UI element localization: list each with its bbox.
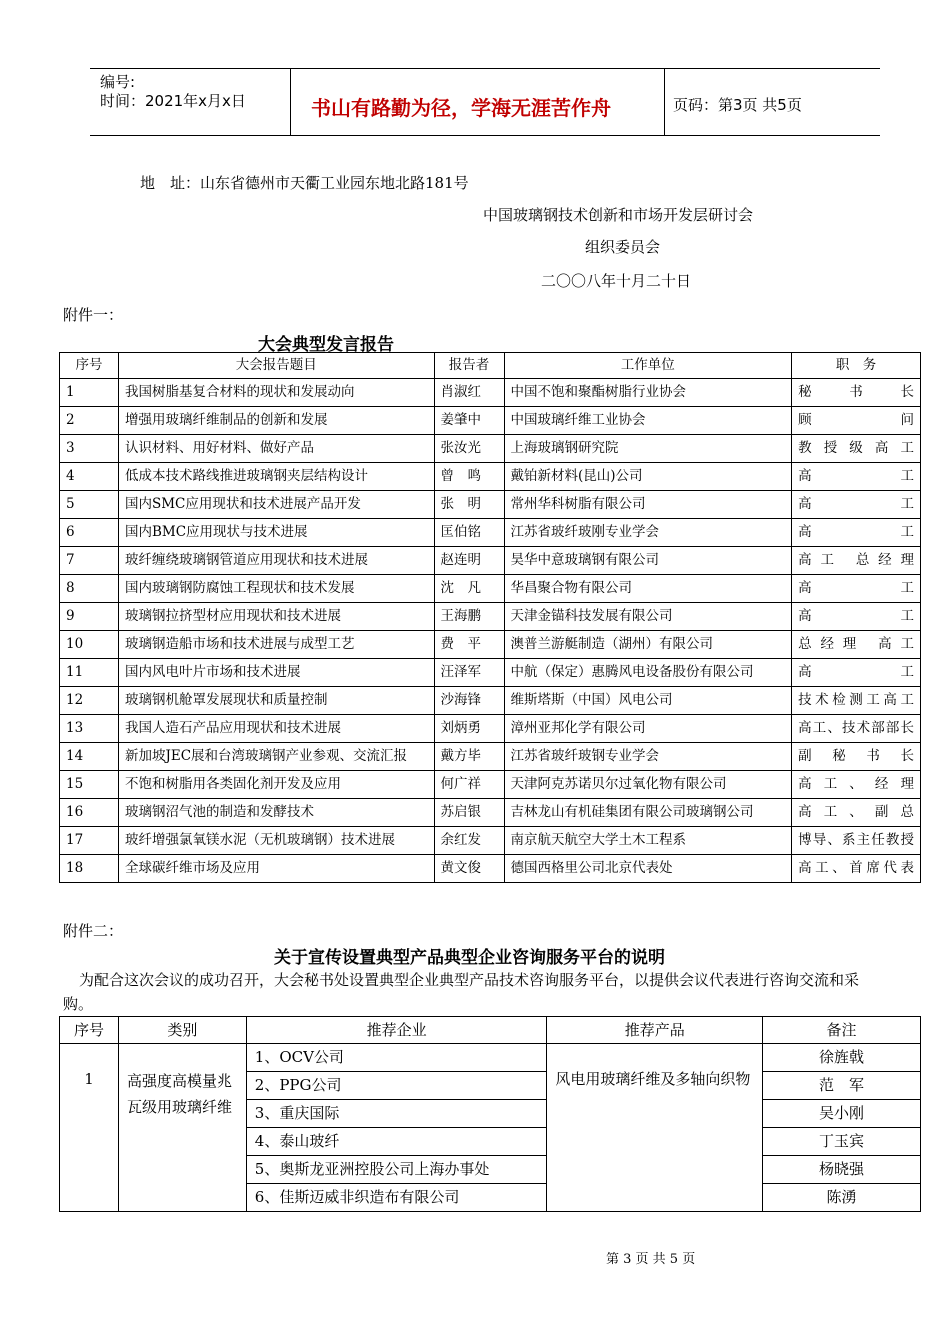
report-title: 玻璃钢拉挤型材应用现状和技术进展 (118, 603, 434, 631)
table-row (60, 575, 921, 603)
row-index: 3 (60, 435, 119, 463)
reporter: 何广祥 (434, 771, 504, 799)
work-unit: 上海玻璃钢研究院 (504, 435, 792, 463)
row-index: 7 (60, 547, 119, 575)
report-title: 玻纤增强氯氧镁水泥（无机玻璃钢）技术进展 (118, 827, 434, 855)
letter-date: 二〇〇八年十月二十日 (541, 272, 692, 290)
report-title: 我国人造石产品应用现状和技术进展 (118, 715, 434, 743)
enterprise-cell: 1、OCV公司 (246, 1044, 547, 1072)
enterprise-cell: 6、佳斯迈威非织造布有限公司 (246, 1184, 547, 1212)
job-title: 高工 总经理 (792, 547, 921, 575)
row-index: 12 (60, 687, 119, 715)
work-unit: 天津金锚科技发展有限公司 (504, 603, 792, 631)
header-divider-right (664, 68, 665, 136)
table-row (60, 603, 921, 631)
table-row (60, 547, 921, 575)
report-title: 不饱和树脂用各类固化剂开发及应用 (118, 771, 434, 799)
reporter: 张汝光 (434, 435, 504, 463)
work-unit: 常州华科树脂有限公司 (504, 491, 792, 519)
row-index: 17 (60, 827, 119, 855)
col-header: 职 务 (792, 353, 921, 379)
row-index: 1 (60, 1044, 119, 1212)
row-index: 11 (60, 659, 119, 687)
table-row (60, 407, 921, 435)
speech-report-table (59, 352, 921, 883)
header-slogan: 书山有路勤为径，学海无涯苦作舟 (311, 96, 611, 120)
work-unit: 中航（保定）惠腾风电设备股份有限公司 (504, 659, 792, 687)
table-row (60, 771, 921, 799)
enterprise-cell: 2、PPG公司 (246, 1072, 547, 1100)
col-header: 工作单位 (504, 353, 792, 379)
work-unit: 中国玻璃纤维工业协会 (504, 407, 792, 435)
table-header-row (60, 1017, 921, 1044)
row-index: 4 (60, 463, 119, 491)
reporter: 王海鹏 (434, 603, 504, 631)
header-divider-left (290, 68, 291, 136)
table-row (60, 715, 921, 743)
row-index: 9 (60, 603, 119, 631)
reporter: 戴方毕 (434, 743, 504, 771)
reporter: 张 明 (434, 491, 504, 519)
attachment2-label: 附件二： (63, 922, 124, 940)
col-header: 大会报告题目 (118, 353, 434, 379)
attachment2-intro: 为配合这次会议的成功召开，大会秘书处设置典型企业典型产品技术咨询服务平台，以提供会议代表进行咨询交流和采购。 (63, 971, 860, 1013)
job-title: 教授级高工 (792, 435, 921, 463)
col-header: 序号 (60, 1017, 119, 1044)
table-row (60, 799, 921, 827)
report-title: 玻纤缠绕玻璃钢管道应用现状和技术进展 (118, 547, 434, 575)
work-unit: 江苏省玻纤玻刚专业学会 (504, 519, 792, 547)
reporter: 沙海锋 (434, 687, 504, 715)
report-title: 增强用玻璃纤维制品的创新和发展 (118, 407, 434, 435)
row-category: 高强度高模量兆瓦级用玻璃纤维 (118, 1044, 246, 1212)
table-row (60, 1044, 921, 1072)
table-row (60, 855, 921, 883)
report-title: 国内BMC应用现状与技术进展 (118, 519, 434, 547)
letter-address: 地 址：山东省德州市天衢工业园东地北路181号 (140, 174, 469, 192)
col-header: 报告者 (434, 353, 504, 379)
row-index: 18 (60, 855, 119, 883)
work-unit: 天津阿克苏诺贝尔过氧化物有限公司 (504, 771, 792, 799)
row-index: 15 (60, 771, 119, 799)
row-index: 6 (60, 519, 119, 547)
report-title: 国内风电叶片市场和技术进展 (118, 659, 434, 687)
job-title: 高工、技术部部长 (792, 715, 921, 743)
note-cell: 范 军 (763, 1072, 921, 1100)
row-index: 14 (60, 743, 119, 771)
header-bottom-rule (90, 135, 880, 136)
enterprise-cell: 3、重庆国际 (246, 1100, 547, 1128)
job-title: 博导、系主任教授 (792, 827, 921, 855)
report-title: 玻璃钢机舱罩发展现状和质量控制 (118, 687, 434, 715)
reporter: 匡伯铭 (434, 519, 504, 547)
job-title: 高 工 (792, 659, 921, 687)
recommendation-table (59, 1016, 921, 1212)
row-index: 10 (60, 631, 119, 659)
work-unit: 江苏省玻纤玻钢专业学会 (504, 743, 792, 771)
table-row (60, 379, 921, 407)
work-unit: 戴铂新材料(昆山)公司 (504, 463, 792, 491)
row-index: 13 (60, 715, 119, 743)
work-unit: 吉林龙山有机硅集团有限公司玻璃钢公司 (504, 799, 792, 827)
header-top-rule (90, 68, 880, 69)
job-title: 高工 (792, 603, 921, 631)
report-title: 玻璃钢造船市场和技术进展与成型工艺 (118, 631, 434, 659)
col-header: 推荐产品 (547, 1017, 763, 1044)
reporter: 苏启银 (434, 799, 504, 827)
work-unit: 德国西格里公司北京代表处 (504, 855, 792, 883)
enterprise-cell: 4、泰山玻纤 (246, 1128, 547, 1156)
job-title: 高工 (792, 491, 921, 519)
report-title: 新加坡JEC展和台湾玻璃钢产业参观、交流汇报 (118, 743, 434, 771)
reporter: 姜肇中 (434, 407, 504, 435)
report-title: 认识材料、用好材料、做好产品 (118, 435, 434, 463)
job-title: 高工、经理 (792, 771, 921, 799)
report-title: 我国树脂基复合材料的现状和发展动向 (118, 379, 434, 407)
table-row (60, 463, 921, 491)
work-unit: 维斯塔斯（中国）风电公司 (504, 687, 792, 715)
col-header: 序号 (60, 353, 119, 379)
report-title: 国内玻璃钢防腐蚀工程现状和技术发展 (118, 575, 434, 603)
note-cell: 陈湧 (763, 1184, 921, 1212)
job-title: 高工、副总 (792, 799, 921, 827)
table-row (60, 519, 921, 547)
header-page-info: 页码：第3页 共5页 (673, 96, 802, 114)
work-unit: 漳州亚邦化学有限公司 (504, 715, 792, 743)
work-unit: 昊华中意玻璃钢有限公司 (504, 547, 792, 575)
header-time: 时间：2021年x月x日 (100, 92, 246, 110)
col-header: 推荐企业 (246, 1017, 547, 1044)
job-title: 总经理 高工 (792, 631, 921, 659)
row-index: 16 (60, 799, 119, 827)
row-product: 风电用玻璃纤维及多轴向织物 (547, 1044, 763, 1212)
reporter: 费 平 (434, 631, 504, 659)
table-row (60, 687, 921, 715)
job-title: 高工 (792, 463, 921, 491)
row-index: 1 (60, 379, 119, 407)
work-unit: 华昌聚合物有限公司 (504, 575, 792, 603)
table-row (60, 631, 921, 659)
attachment2-title: 关于宣传设置典型产品典型企业咨询服务平台的说明 (274, 948, 665, 968)
row-index: 2 (60, 407, 119, 435)
job-title: 秘书长 (792, 379, 921, 407)
attachment1-label: 附件一： (63, 306, 124, 324)
report-title: 低成本技术路线推进玻璃钢夹层结构设计 (118, 463, 434, 491)
note-cell: 丁玉宾 (763, 1128, 921, 1156)
note-cell: 吴小刚 (763, 1100, 921, 1128)
reporter: 赵连明 (434, 547, 504, 575)
work-unit: 中国不饱和聚酯树脂行业协会 (504, 379, 792, 407)
enterprise-cell: 5、奥斯龙亚洲控股公司上海办事处 (246, 1156, 547, 1184)
note-cell: 徐旌戟 (763, 1044, 921, 1072)
reporter: 曾 鸣 (434, 463, 504, 491)
report-title: 全球碳纤维市场及应用 (118, 855, 434, 883)
note-cell: 杨晓强 (763, 1156, 921, 1184)
job-title: 顾问 (792, 407, 921, 435)
reporter: 肖淑红 (434, 379, 504, 407)
table-row (60, 659, 921, 687)
job-title: 高工 (792, 519, 921, 547)
reporter: 沈 凡 (434, 575, 504, 603)
work-unit: 澳普兰游艇制造（湖州）有限公司 (504, 631, 792, 659)
report-title: 玻璃钢沼气池的制造和发酵技术 (118, 799, 434, 827)
reporter: 余红发 (434, 827, 504, 855)
job-title: 副秘书长 (792, 743, 921, 771)
header-number: 编号: (100, 73, 136, 91)
row-index: 5 (60, 491, 119, 519)
table-header-row (60, 353, 921, 379)
col-header: 类别 (118, 1017, 246, 1044)
table-row (60, 743, 921, 771)
work-unit: 南京航天航空大学土木工程系 (504, 827, 792, 855)
job-title: 高工、首席代表 (792, 855, 921, 883)
job-title: 技术检测工高工 (792, 687, 921, 715)
table-row (60, 827, 921, 855)
letter-committee: 组织委员会 (585, 238, 661, 256)
row-index: 8 (60, 575, 119, 603)
reporter: 刘炳勇 (434, 715, 504, 743)
reporter: 黄文俊 (434, 855, 504, 883)
table-row (60, 491, 921, 519)
footer-page-number: 第 3 页 共 5 页 (606, 1252, 696, 1267)
col-header: 备注 (763, 1017, 921, 1044)
report-title: 国内SMC应用现状和技术进展产品开发 (118, 491, 434, 519)
table-row (60, 435, 921, 463)
letter-organizer: 中国玻璃钢技术创新和市场开发层研讨会 (483, 206, 754, 224)
attachment1-title: 大会典型发言报告 (258, 335, 394, 355)
reporter: 汪泽军 (434, 659, 504, 687)
job-title: 高工 (792, 575, 921, 603)
